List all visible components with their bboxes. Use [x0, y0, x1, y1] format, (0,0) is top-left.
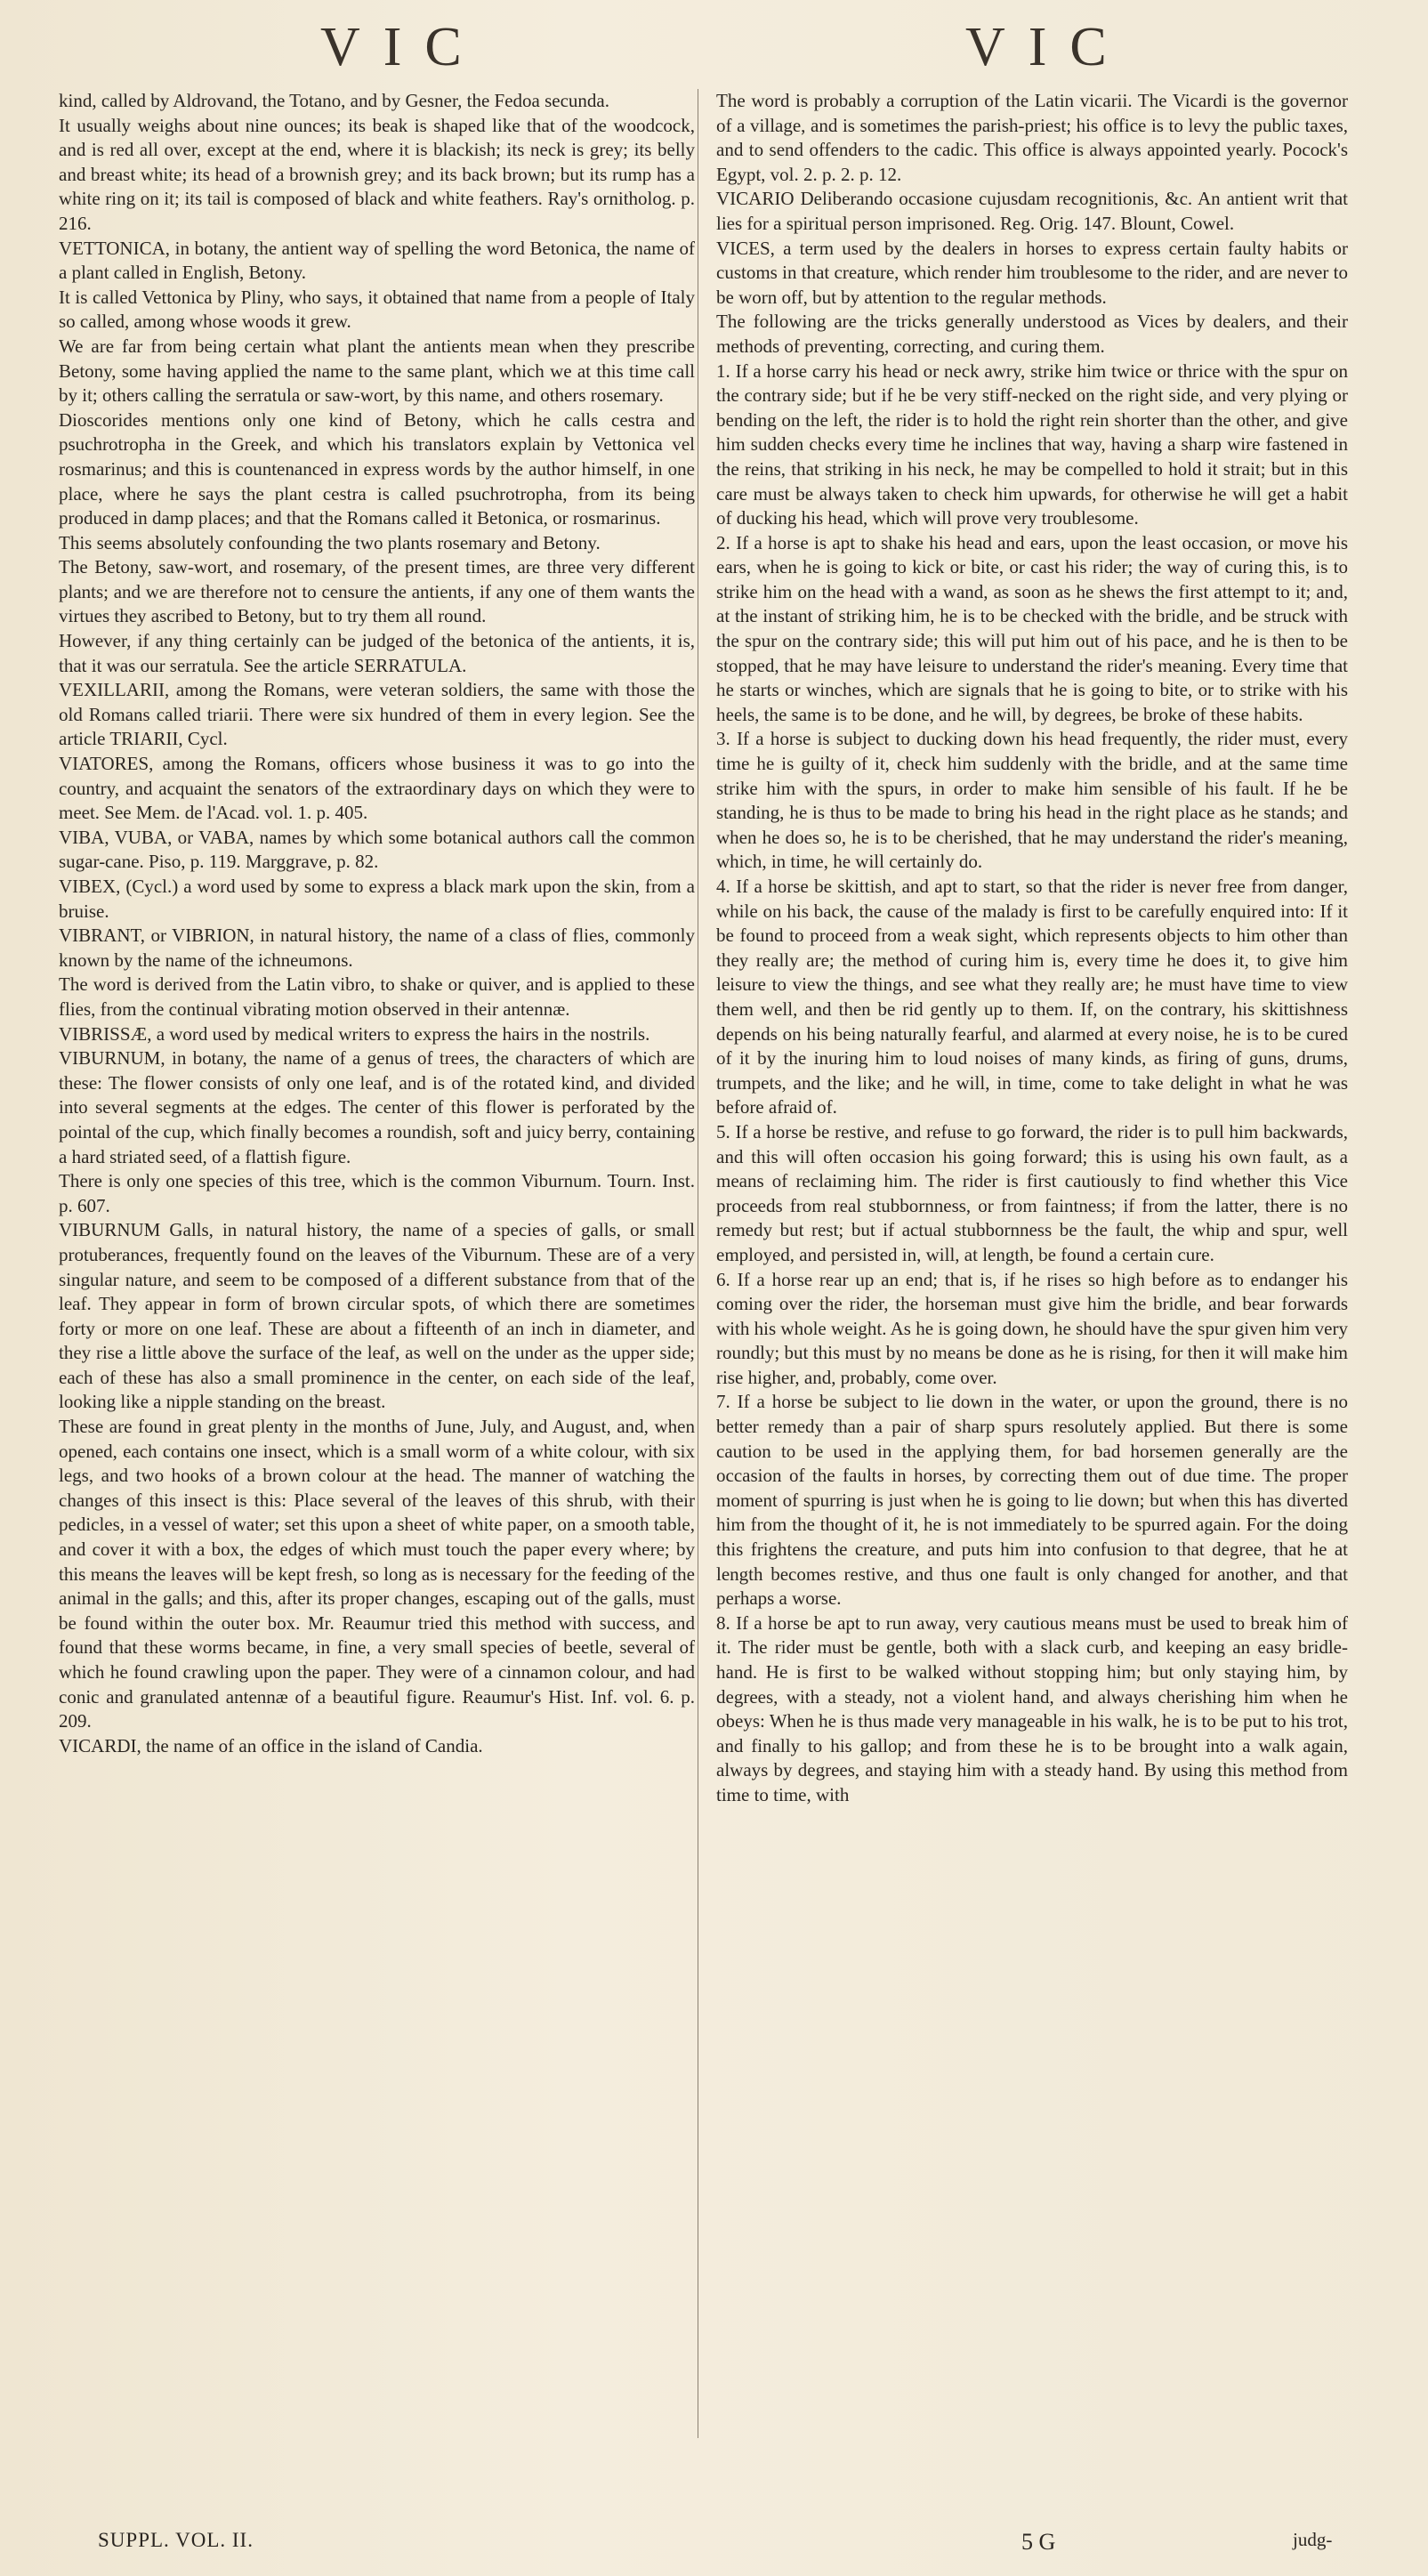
paragraph: The word is probably a corruption of the Latin vicarii. The Vicardi is the governor of a village, and is sometimes the parish-priest; his office is to levy the public taxes, and to send offenders to the cadic. This office is always appointed yearly. Pocock's Egypt, vol. 2. p. 2. p. 12.	[716, 90, 1348, 185]
paragraph: The Betony, saw-wort, and rosemary, of the present times, are three very different plants; and we are therefore not to censure the antients, if any one of them wants the virtues they ascribed to Betony, but to try them all round.	[59, 556, 695, 627]
entry-vettonica: VETTONICA, in botany, the antient way of spelling the word Betonica, the name of a plant called in English, Betony.	[59, 237, 695, 284]
entry-vices: VICES, a term used by the dealers in horses to express certain faulty habits or customs in that creature, which render him troublesome to the rider, and are never to be worn off, but by attention to the regular methods.	[716, 237, 1348, 308]
numbered-paragraph: 4. If a horse be skittish, and apt to start, so that the rider is never free from danger, while on his back, the cause of the malady is first to be carefully enquired into: If it be found to proceed from a weak sight, which represents objects to him other than they really are; the method of curing him is, every time he does it, to give him leisure to view the things, and see what they really are; he must have time to view them well, and then be rid gently up to them. If, on the contrary, his skittishness depends on his being naturally fearful, and alarmed at every noise, he is to be cured of it by the inuring him to loud noises of many kinds, as firing of guns, drums, trumpets, and the like; and he will, in time, come to take delight in what he was before afraid of.	[716, 876, 1348, 1118]
paragraph: It is called Vettonica by Pliny, who says, it obtained that name from a people of Italy so called, among whose woods it grew.	[59, 286, 695, 333]
numbered-paragraph: 3. If a horse is subject to ducking down his head frequently, the rider must, every time he is guilty of it, check him suddenly with the bridle, and at the same time strike him with the spurs, in order to make him sensible of his fault. If he be standing, he is thus to be made to bring his head in the right place as he stands; and when he does so, he is to be cherished, that he may understand the rider's meaning, which, in time, he will certainly do.	[716, 728, 1348, 873]
numbered-paragraph: 8. If a horse be apt to run away, very cautious means must be used to break him of it. The rider must be gentle, both with a slack curb, and keeping an easy bridle-hand. He is first to be walked without stopping him; but only staying him, by degrees, with a steady, not a violent hand, and always cherishing him when he obeys: When he is thus made very manageable in his walk, he is to be put to his trot, and finally to his gallop; and from these he is to be brought into a walk again, always by degrees, and staying him with a steady hand. By using this method from time to time, with	[716, 1611, 1348, 1805]
running-head-right: VIC	[965, 17, 1130, 77]
paragraph: The following are the tricks generally understood as Vices by dealers, and their methods of preventing, correcting, and curing them.	[716, 311, 1348, 357]
entry-viba: VIBA, VUBA, or VABA, names by which some botanical authors call the common sugar-cane. Piso, p. 119. Marggrave, p. 82.	[59, 826, 695, 873]
right-column	[716, 89, 1348, 1808]
paragraph: This seems absolutely confounding the two plants rosemary and Betony.	[59, 531, 601, 553]
volume-signature: SUPPL. VOL. II.	[98, 2529, 254, 2551]
paragraph: However, if any thing certainly can be judged of the betonica of the antients, it is, that it was our serratula. See the article SERRATULA.	[59, 630, 695, 676]
numbered-paragraph: 2. If a horse is apt to shake his head and ears, upon the least occasion, or move his ears, when he is going to kick or bite, or cast his rider; the way of curing this, is to strike him on the head with a wand, as soon as he shews the first attempt to it; and, at the instant of striking him, he is to be checked with the bridle, and be struck with the spur on the contrary side; this will put him out of his pace, and he is then to be stopped, that he may have leisure to understand the rider's meaning. Every time that he starts or winches, which are signals that he is going to bite, or to strike with his heels, the same is to be done, and he will, by degrees, be broke of these habits.	[716, 531, 1348, 725]
entry-vicario: VICARIO Deliberando occasione cujusdam recognitionis, &c. An antient writ that lies for a spiritual person imprisoned. Reg. Orig. 147. Blount, Cowel.	[716, 188, 1348, 234]
entry-vibrissae: VIBRISSÆ, a word used by medical writers to express the hairs in the nostrils.	[59, 1022, 650, 1045]
paragraph: There is only one species of this tree, which is the common Viburnum. Tourn. Inst. p. 607.	[59, 1170, 695, 1216]
paragraph: These are found in great plenty in the months of June, July, and August, and, when opened, each contains one insect, which is a small worm of a white colour, with six legs, and two hooks of a brown colour at the head. The manner of watching the changes of this insect is this: Place several of the leaves of this shrub, with their pedicles, in a vessel of water; set this upon a sheet of white paper, on a smooth table, and cover it with a box, the edges of which must touch the paper every where; by this means the leaves will be kept fresh, so long as is necessary for the feeding of the animal in the galls; and this, after its proper changes, escaping out of the galls, must be found within the outer box. Mr. Reaumur tried this method with success, and found that these worms became, in fine, a very small species of beetle, several of which he found crawling upon the paper. They were of a cinnamon colour, and had conic and granulated antennæ of a beautiful figure. Reaumur's Hist. Inf. vol. 6. p. 209.	[59, 1416, 695, 1732]
numbered-paragraph: 6. If a horse rear up an end; that is, if he rises so high before as to endanger his coming over the rider, the horseman must give him the bridle, and bear forwards with his whole weight. As he is going down, he should have the spur given him very roundly; but this must by no means be done as he is rising, for then it will make him rise higher, and, probably, come over.	[716, 1268, 1348, 1388]
entry-viatores: VIATORES, among the Romans, officers whose business it was to go into the country, and acquaint the senators of the extraordinary days on which they were to meet. See Mem. de l'Acad. vol. 1. p. 405.	[59, 753, 695, 824]
paragraph: Dioscorides mentions only one kind of Betony, which he calls cestra and psuchrotropha in the Greek, and which his translators explain by Vettonica vel rosmarinus; and this is countenanced in express words by the author himself, in one place, where he says the plant cestra is called psuchrotropha, from its being produced in damp places; and that the Romans called it Betonica, or rosmarinus.	[59, 408, 695, 529]
paragraph: We are far from being certain what plant the antients mean when they prescribe Betony, some having applied the name to the same plant, which we at this time call by it; others calling the serratula or saw-wort, by this name, and others rosemary.	[59, 335, 695, 407]
paragraph: kind, called by Aldrovand, the Totano, and by Gesner, the Fedoa secunda.	[59, 90, 609, 111]
numbered-paragraph: 1. If a horse carry his head or neck awry, strike him twice or thrice with the spur on the contrary side; but if he be very stiff-necked on the right side, and very plying or bending on the left, the rider is to hold the right rein shorter than the other, and give him sudden checks every time he inclines that way, having a sharp wire fastened in the reins, that striking in his neck, he may be compelled to hold it strait; but in this care must be always taken to check him upwards, for otherwise he will get a habit of ducking his head, which will prove very troublesome.	[716, 359, 1348, 529]
entry-vibex: VIBEX, (Cycl.) a word used by some to express a black mark upon the skin, from a bruise.	[59, 876, 695, 922]
entry-viburnum: VIBURNUM, in botany, the name of a genus of trees, the characters of which are these: The flower consists of only one leaf, and is of the rotated kind, and divided into several segments at the edges. The center of this flower is perforated by the pointal of the cup, which finally becomes a roundish, soft and juicy berry, containing a hard striated seed, of a flattish figure.	[59, 1047, 695, 1167]
left-column	[59, 89, 695, 1758]
running-head-left: VIC	[320, 17, 485, 77]
catchword: judg-	[1293, 2529, 1333, 2550]
paragraph: The word is derived from the Latin vibro, to shake or quiver, and is applied to these flies, from the continual vibrating motion observed in their antennæ.	[59, 973, 695, 1020]
numbered-paragraph: 5. If a horse be restive, and refuse to go forward, the rider is to pull him backwards, and this will often occasion his going forward; this is using his own fault, as a means of reclaiming him. The rider is first cautiously to find whether this Vice proceeds from real stubbornness, or from faintness; if from the latter, there is no remedy but rest; but if actual stubbornness be the fault, the whip and spur, well employed, and persisted in, will, at length, be found a certain cure.	[716, 1120, 1348, 1265]
entry-viburnum-galls: VIBURNUM Galls, in natural history, the name of a species of galls, or small protuberances, frequently found on the leaves of the Viburnum. These are of a very singular nature, and seem to be composed of a different substance from that of the leaf. They appear in form of brown circular spots, of which there are sometimes forty or more on one leaf. These are about a fifteenth of an inch in diameter, and they rise a little above the surface of the leaf, as well on the under as the upper side; each of these has also a small prominence in the center, on each side of the leaf, looking like a nipple standing on the breast.	[59, 1219, 695, 1413]
numbered-paragraph: 7. If a horse be subject to lie down in the water, or upon the ground, there is no better remedy than a pair of sharp spurs resolutely applied. But there is some caution to be used in the applying them, for bad horsemen generally are the occasion of the faults in horses, by correcting them out of due time. The proper moment of spurring is just when he is going to lie down; but when this has diverted him from the thought of it, he is not immediately to be spurred again. For the doing this frightens the creature, and puts him into confusion to that degree, that he at length becomes restive, and thus one fault is only changed for another, and that perhaps a worse.	[716, 1391, 1348, 1610]
entry-vexillarii: VEXILLARII, among the Romans, were veteran soldiers, the same with those the old Romans called triarii. There were six hundred of them in every legion. See the article TRIARII, Cycl.	[59, 679, 695, 750]
entry-vicardi: VICARDI, the name of an office in the island of Candia.	[59, 1734, 483, 1756]
signature-mark: 5 G	[1021, 2529, 1056, 2555]
paragraph: It usually weighs about nine ounces; its beak is shaped like that of the woodcock, and is red all over, except at the end, where it is blackish; its neck is grey; its belly and breast white; its head of a brownish grey; and its back brown; but its rump has a white ring on it; its tail is composed of black and white feathers. Ray's ornitholog. p. 216.	[59, 114, 695, 234]
entry-vibrant: VIBRANT, or VIBRION, in natural history, the name of a class of flies, commonly known by the name of the ichneumons.	[59, 925, 695, 971]
